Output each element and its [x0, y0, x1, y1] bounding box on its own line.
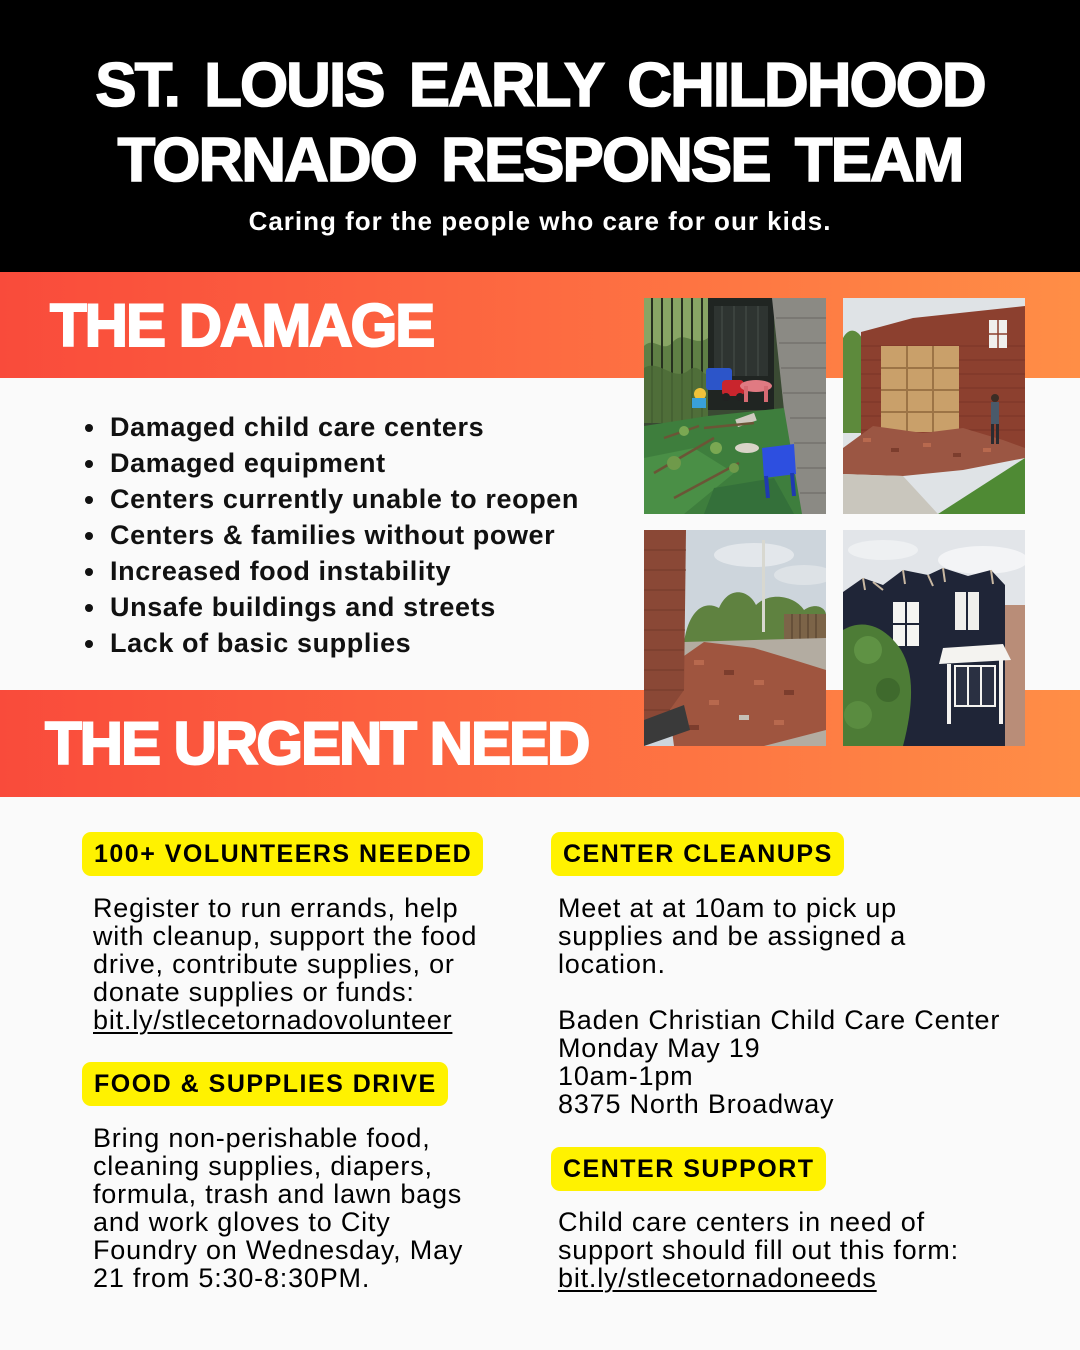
center-needs-form-link[interactable]: bit.ly/stlecetornadoneeds — [558, 1263, 877, 1293]
tagline: Caring for the people who care for our kids. — [248, 206, 832, 236]
page-title-line-2: TORNADO RESPONSE TEAM — [117, 126, 963, 195]
cleanup-time: 10am-1pm — [558, 1061, 694, 1091]
window — [989, 320, 1007, 348]
brick-rubble-photo — [644, 530, 826, 746]
damaged-brick-building-photo — [843, 298, 1025, 514]
volunteers-text-line: drive, contribute supplies, or — [93, 949, 455, 979]
cleanup-address: 8375 North Broadway — [558, 1089, 835, 1119]
support-link-line — [558, 1264, 959, 1292]
cleanups-text-line: supplies and be assigned a — [558, 921, 907, 951]
damage-list — [84, 409, 579, 661]
cleanup-venue: Baden Christian Child Care Center — [558, 1005, 1001, 1035]
volunteers-description — [93, 894, 477, 1034]
food-drive-text-line: and work gloves to City — [93, 1207, 391, 1237]
center-cleanups-label: CENTER CLEANUPS — [551, 832, 844, 876]
food-drive-description — [93, 1124, 463, 1292]
volunteer-signup-link[interactable]: bit.ly/stlecetornadovolunteer — [93, 1005, 453, 1035]
center-support-label: CENTER SUPPORT — [551, 1147, 826, 1191]
header-banner — [0, 0, 1080, 272]
damage-list-item: Damaged equipment — [84, 445, 579, 481]
support-description — [558, 1208, 959, 1292]
damage-heading: THE DAMAGE — [50, 292, 434, 359]
food-supplies-drive-label: FOOD & SUPPLIES DRIVE — [82, 1062, 448, 1106]
cleanups-text-line: location. — [558, 949, 666, 979]
food-drive-text-line: 21 from 5:30-8:30PM. — [93, 1263, 371, 1293]
exposed-wood-wall — [881, 346, 959, 432]
food-drive-text-line: cleaning supplies, diapers, — [93, 1151, 433, 1181]
damaged-playground-photo — [644, 298, 826, 514]
food-drive-text-line: formula, trash and lawn bags — [93, 1179, 463, 1209]
damage-list-item: Damaged child care centers — [84, 409, 579, 445]
paragraph-spacer — [558, 978, 1000, 1006]
cleanup-date: Monday May 19 — [558, 1033, 761, 1063]
page-title-line-1: ST. LOUIS EARLY CHILDHOOD — [95, 51, 985, 120]
urgent-need-heading: THE URGENT NEED — [45, 710, 589, 777]
damage-list-item: Unsafe buildings and streets — [84, 589, 579, 625]
cleanups-description — [558, 894, 1000, 1118]
volunteers-text-line: donate supplies or funds: — [93, 977, 415, 1007]
support-text-line: support should fill out this form: — [558, 1235, 959, 1265]
damaged-house-photo — [843, 530, 1025, 746]
support-text-line: Child care centers in need of — [558, 1207, 925, 1237]
volunteer-link-line — [93, 1006, 477, 1034]
food-drive-text-line: Foundry on Wednesday, May — [93, 1235, 464, 1265]
damage-list-item: Increased food instability — [84, 553, 579, 589]
volunteers-text-line: with cleanup, support the food — [93, 921, 478, 951]
cleanups-text-line: Meet at at 10am to pick up — [558, 893, 897, 923]
damage-list-item: Lack of basic supplies — [84, 625, 579, 661]
damage-list-item: Centers currently unable to reopen — [84, 481, 579, 517]
damage-list-item: Centers & families without power — [84, 517, 579, 553]
neighboring-building — [1003, 605, 1025, 746]
volunteers-needed-label: 100+ VOLUNTEERS NEEDED — [82, 832, 483, 876]
utility-pole — [762, 540, 765, 632]
volunteers-text-line: Register to run errands, help — [93, 893, 459, 923]
food-drive-text-line: Bring non-perishable food, — [93, 1123, 431, 1153]
